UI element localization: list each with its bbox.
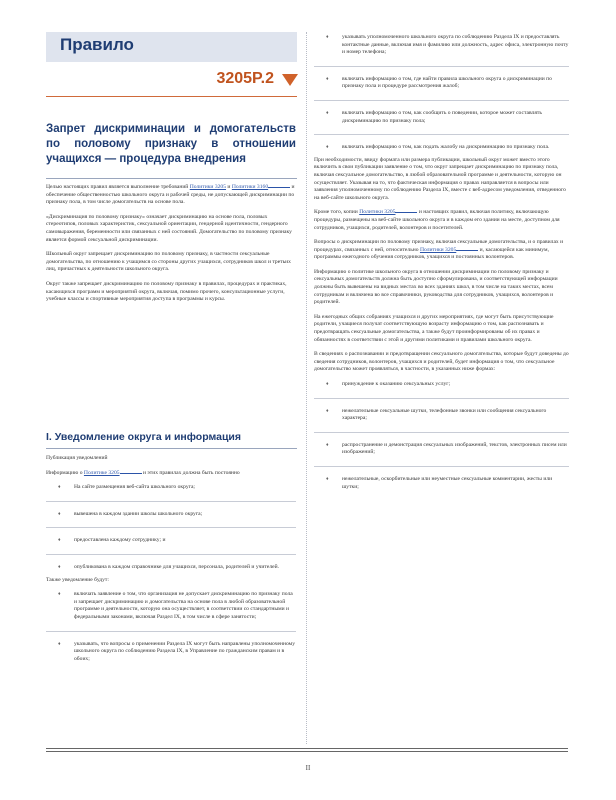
list-item-text: указывать, что вопросы о применении Раздела IX могут быть направлены уполномоченному школьного округа по соблюдению Раздела IX, в Управление по гражданским правам и в обоих; — [74, 640, 296, 662]
list-item — [46, 537, 296, 555]
copies-paragraph — [314, 209, 569, 232]
title-divider — [46, 178, 297, 179]
footer-divider — [46, 748, 568, 749]
list-item-text: вывешена в каждом здании школы школьного округа; — [74, 510, 203, 517]
intro-paragraph — [46, 184, 296, 207]
questions-text-end: и, касающейся как минимум, программы ежегодного обучения сотрудников, учащихся и постоянных волонтеров. — [314, 246, 549, 261]
document-title: Запрет дискриминации и домогательств по половому признаку в отношении учащихся — процедура внедрения — [46, 123, 296, 165]
bullet-icon: ♦ — [326, 408, 329, 414]
link-underline — [456, 250, 478, 251]
policy-code-row — [150, 70, 298, 92]
bullet-icon: ♦ — [326, 476, 329, 482]
list-item-text: включать информацию о том, где найти правила школьного округа о дискриминации по признаку пола и процедуре рассмотрения жалоб; — [342, 75, 552, 90]
bullet-icon: ♦ — [58, 511, 61, 517]
left-column-top — [46, 184, 296, 311]
copies-text-end: и настоящих правил, включая политику, включающую процедуры, размещены на веб-сайте школьного округа и в каждом его здании на месте, доступном для сотрудников, учащихся, родителей, волонтеров и посетителей. — [314, 209, 560, 231]
list-item — [314, 34, 569, 67]
bullet-icon: ♦ — [326, 145, 329, 151]
policy-3205-link[interactable]: Политики 3205 — [419, 246, 457, 253]
list-item — [46, 484, 296, 502]
list-item — [46, 641, 296, 664]
bullet-icon: ♦ — [326, 110, 329, 116]
list-item — [314, 442, 569, 467]
list-item — [46, 511, 296, 529]
policy-3205-link[interactable]: Политики 3205 — [359, 209, 396, 216]
copies-text: Кроме того, копии — [314, 209, 358, 216]
list-item-text: нежелательные, оскорбительные или неуместные сексуальные комментарии, жесты или шутки; — [342, 475, 553, 490]
training-paragraph: Информацию о политике школьного округа в отношении дискриминации по половому признаку и сексуальных домогательств должна быть доступно сформулирована, и соответствующей информации должны быть вывешены на видных местах во всех зданиях школ, в том числе на таких местах, всем сотрудникам и включена во все справочники, руководства для сотрудников, учащихся, волонтеров и родителей. — [314, 268, 558, 306]
list-item-text: нежелательные сексуальные шутки, телефонные звонки или сообщения сексуального характера; — [342, 407, 547, 422]
list-item-text: принуждение к оказанию сексуальных услуг; — [342, 381, 451, 387]
publication-paragraph: При необходимости, ввиду формата или размера публикации, школьный округ может вместо этого включить в свои публикации заявление о том, что округ запрещает дискриминацию по признаку пола, включая сексуальное домогательство, в любой образовательной программе и деятельности, которую он осуществляет. Указывая на то, что фактическая информация о правах направляется в вопросы или заявления уполномоченному по соблюдению Раздела IX, вместе с веб-адресом уведомления, отведенного на веб-сайте школьного округа. — [314, 156, 566, 201]
intro-text-end: и обеспечение общественностью школьного округа и рабочей среды, не допускающей дискриминации по признаку пола, в том числе домогательств на основе пола. — [46, 184, 295, 206]
bullet-icon: ♦ — [326, 76, 329, 82]
list-item — [314, 110, 569, 135]
list-item-text: опубликована в каждом справочнике для учащихся, персонала, родителей и учителей. — [74, 563, 280, 570]
list-item — [314, 476, 569, 491]
programs-paragraph: Округ также запрещает дискриминацию по половому признаку в правилах, процедурах и практиках, касающихся программ и мероприятий округа, включая, помимо прочего, консультационные услуги, учебные классы и спортивные мероприятия доступа в программы и курсы. — [46, 280, 287, 303]
bullet-icon: ♦ — [58, 485, 61, 491]
header-banner — [46, 32, 297, 62]
list-item — [46, 564, 296, 572]
section-divider — [46, 448, 297, 449]
intro-text: Целью настоящих правил является выполнение требований — [46, 184, 189, 190]
link-underline — [268, 187, 290, 188]
questions-text: Вопросы о дискриминации по половому признаку, включая сексуальные домогательства, и о правилах и процедурах, связанных с ней, относительно — [314, 239, 564, 253]
section-heading: I. Уведомление округа и информация — [46, 431, 241, 443]
left-column-bottom — [46, 455, 296, 668]
right-column — [314, 34, 569, 496]
list-item — [314, 381, 569, 399]
list-item-text: указывать уполномоченного школьного округа по соблюдению Раздела IX и предоставлять контактные данные, включая имя и фамилию или должность, адрес офиса, электронную почту и номер телефона; — [342, 34, 569, 56]
list-item — [46, 591, 296, 631]
policy-3160-link[interactable]: Политики 3160 — [231, 184, 269, 190]
questions-paragraph — [314, 239, 569, 262]
bullet-icon: ♦ — [326, 35, 329, 40]
page-title: Правило — [60, 35, 134, 54]
column-divider — [306, 32, 307, 744]
bullet-icon: ♦ — [326, 382, 329, 387]
list-item-text: включать информацию о том, как сообщить о поведении, которое может составлять дискриминацию по признаку пола; — [342, 109, 542, 124]
bullet-icon: ♦ — [58, 592, 61, 598]
list-item-text: распространение и демонстрация сексуальных изображений, текстов, электронных писем или изображений; — [342, 441, 567, 456]
scope-paragraph: Школьный округ запрещает дискриминацию по половому признаку, в частности сексуальные домогательства, по отношению к учащимся со стороны других учащихся, сотрудников школ и третьих лиц, причастных к деятельности школьного округа. — [46, 251, 291, 273]
bullet-icon: ♦ — [58, 538, 61, 544]
info-text-end: и этих правилах должна быть постоянно — [142, 469, 240, 476]
intro-and: и — [227, 184, 231, 190]
list-item-text: предоставлена каждому сотруднику; и — [74, 537, 166, 544]
bullet-icon: ♦ — [58, 564, 61, 570]
bullet-icon: ♦ — [326, 442, 329, 448]
list-item-text: включать информацию о том, как подать жалобу на дискриминацию по признаку пола. — [342, 144, 550, 151]
info-text: Информацию о — [46, 469, 83, 476]
footer-divider — [46, 751, 568, 752]
link-underline — [120, 473, 142, 474]
list-item-text: включать заявление о том, что организация не допускает дискриминацию по признаку пола и запрещает дискриминацию и домогательства на основе пола в любой образовательной программе и деятельности, которую она осуществляет, в соответствии со стандартными и федеральными законами, включая Раздел IX, в том числе в сфере занятости; — [74, 591, 293, 620]
page-number: II — [305, 764, 311, 772]
list-item — [314, 76, 569, 101]
header-divider — [46, 96, 297, 97]
list-item-text: Нa сайте размещения веб-сайта школьного округа; — [74, 484, 195, 491]
policy-3205-link[interactable]: Политике 3205 — [83, 469, 120, 476]
meetings-paragraph: На ежегодных общих собраниях учащихся и других мероприятиях, где могут быть присутствующие родители, учащиеся получат соответствующую возрасту информацию о том, как распознавать и предотвращать сексуальные домогательства, а также будут проинформированы об их правах и обязанностях в соответствии с этой и другими политиками и правилами школьного округа. — [314, 313, 554, 343]
list-item — [314, 408, 569, 433]
policy-code: 3205P.2 — [216, 70, 274, 87]
brochures-paragraph: В сведениях о распознавании и предотвращении сексуального домогательства, которые будут доведены до сведения сотрудников, волонтеров, учащихся и родителей, будет информация о том, что сексуальное домогательство может проявляться, в частности, в указанных ниже формах: — [314, 351, 569, 373]
definition-paragraph: «Дискриминация по половому признаку» означает дискриминацию на основе пола, половых стереотипов, половых характеристик, сексуальной ориентации, гендерной идентичности, гендерного самовыражения, беременности или связанных с ней состояний. Домогательство по половому признаку является формой сексуальной дискриминации. — [46, 213, 292, 243]
policy-3205-link[interactable]: Политики 3205 — [189, 184, 227, 190]
also-heading: Также уведомление будут: — [46, 576, 109, 583]
info-paragraph — [46, 470, 296, 478]
list-item — [314, 144, 569, 152]
link-underline — [395, 212, 417, 213]
triangle-down-icon — [282, 74, 298, 86]
bullet-icon: ♦ — [58, 641, 61, 647]
publication-heading: Публикация уведомлений — [46, 455, 108, 461]
